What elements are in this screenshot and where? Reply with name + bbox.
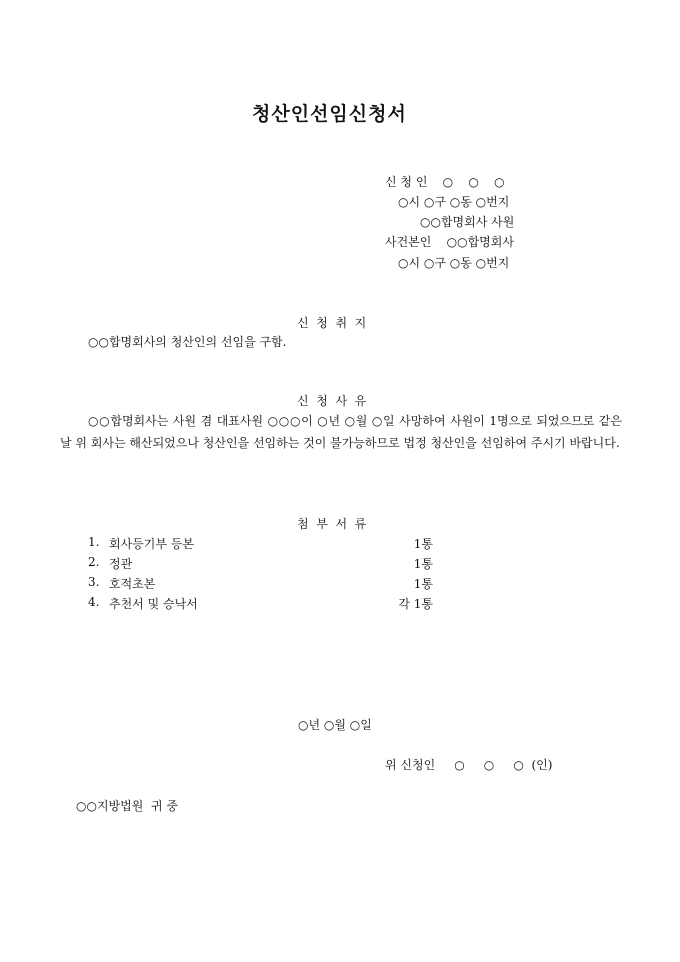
applicant-position: ○○합명회사 사원 <box>420 215 515 229</box>
applicant-address: ○시 ○구 ○동 ○번지 <box>398 195 510 209</box>
attachment-item <box>88 575 433 595</box>
attachments-heading: 첨 부 서 류 <box>297 517 367 531</box>
attachment-quantity: 1통 <box>413 537 433 551</box>
applicant-name: 신 청 인 ○ ○ ○ <box>385 175 505 189</box>
attachment-name: 호적초본 <box>109 577 156 591</box>
attachment-quantity: 1통 <box>413 557 433 571</box>
attachment-quantity: 1통 <box>413 577 433 591</box>
purpose-heading: 신 청 취 지 <box>297 316 367 330</box>
attachment-name: 추천서 및 승낙서 <box>109 597 198 611</box>
reason-heading: 신 청 사 유 <box>297 394 367 408</box>
attachment-item <box>88 555 433 575</box>
attachment-item <box>88 595 433 615</box>
date-line: ○년 ○월 ○일 <box>298 718 372 732</box>
reason-text: ○○합명회사는 사원 겸 대표사원 ○○○이 ○년 ○월 ○일 사망하여 사원이 1명으로 되었으므로 같은 날 위 회사는 해산되었으나 청산인을 선임하는 것이 불가능하므로 법정 청산인을 선임하여 주시기 바랍니다. <box>60 414 622 450</box>
attachment-name: 정관 <box>109 557 133 571</box>
attachment-number: 2. <box>88 555 100 569</box>
court-addressee: ○○지방법원 귀 중 <box>76 799 178 813</box>
attachment-name: 회사등기부 등본 <box>109 537 194 551</box>
signature-line: 위 신청인 ○ ○ ○ (인) <box>385 758 553 772</box>
principal-name: 사건본인 ○○합명회사 <box>385 235 514 249</box>
principal-address: ○시 ○구 ○동 ○번지 <box>398 256 510 270</box>
attachment-number: 3. <box>88 575 100 589</box>
attachment-quantity: 각 1통 <box>398 597 433 611</box>
attachment-number: 4. <box>88 595 100 609</box>
document-title: 청산인선임신청서 <box>252 103 407 125</box>
purpose-text: ○○합명회사의 청산인의 선임을 구함. <box>88 335 287 349</box>
attachment-item <box>88 535 433 555</box>
attachment-number: 1. <box>88 535 100 549</box>
